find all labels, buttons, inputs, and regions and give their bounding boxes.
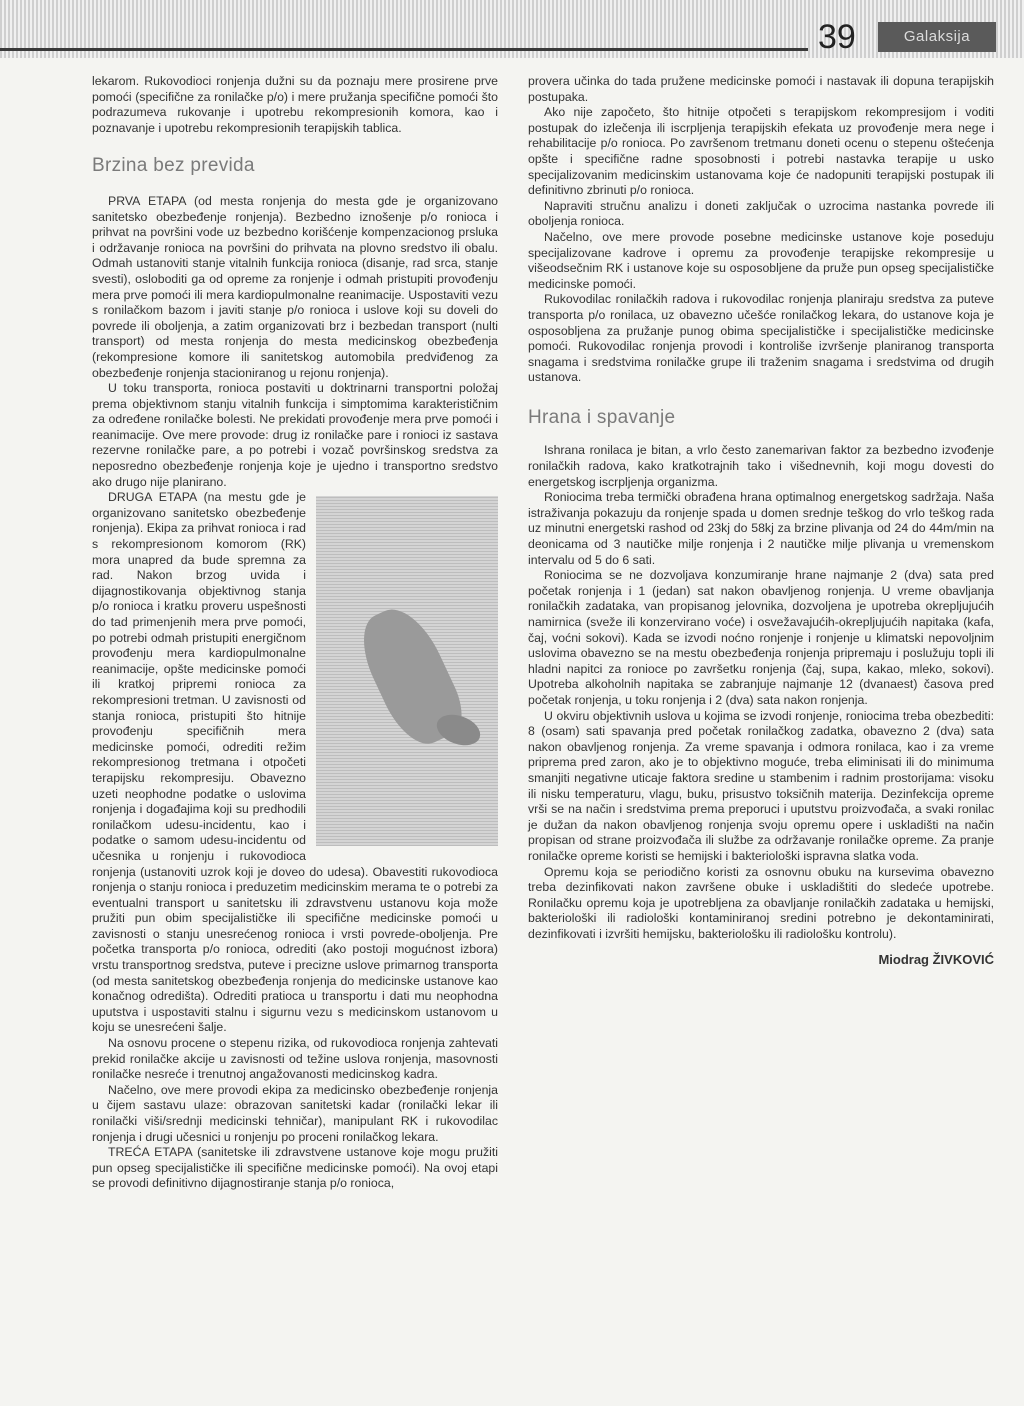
left-intro: lekarom. Rukovodioci ronjenja dužni su da poznaju mere prosirene prve pomoći (specifične za ronilačke p/o) i mere pružanja specifične pomoći što podrazumeva rukovanje i upotrebu rekompresionih komora, kao i poznavanje i upotrebu rekompresionih terapijskih tablica. (92, 74, 498, 135)
paragraph-rukovodilac: Rukovodilac ronilačkih radova i rukovodilac ronjenja planiraju sredstva za puteve transporta p/o ronilaca, uz obavezno učešće ronilačkog lekara, do ustanove koja je osposobljena za pružanje punog obima specijalističke i specijalističke medicinske pomoći. Rukovodilac ronjenja provodi i kontroliše izvršenje planiranog transporta snagama i sredstvima ronilačke grupe ili traženim snagama i sredstvima od drugih ustanova. (528, 292, 994, 385)
paragraph-analiza: Napraviti stručnu analizu i doneti zaključak o uzrocima nastanka povrede ili oboljenja ronioca. (528, 198, 994, 229)
paragraph-rizik: Na osnovu procene o stepenu rizika, od rukovodioca ronjenja zahtevati prekid ronilačke akcije u zavisnosti od težine uslova ronjenja, masovnosti ronilačke nesreće i trenutnoj angažovanosti medicinskog kadra. (92, 1036, 498, 1082)
paragraph-treca-etapa: TREĆA ETAPA (sanitetske ili zdravstvene ustanove koje mogu pružiti pun opseg specijalističke ili specifične medicinske pomoći). Na ovoj etapi se provodi definitivno dijagnostiranje stanja p/o ronioca, (92, 1145, 498, 1191)
paragraph-prva-etapa: PRVA ETAPA (od mesta ronjenja do mesta gde je organizovano sanitetsko obezbeđenje ronjenja). Bezbedno iznošenje p/o ronioca i prihvat na površini vode uz bezbedno korišćenje kompenzacionog prsluka i održavanje ronioca na površini do prihvata na plovno sredstvo ili obalu. Odmah ustanoviti stanje vitalnih funkcija ronioca (disanje, rad srca, stanje svesti), osloboditi ga od opreme za ronjenje i odmah pristupiti provođenju mera prve pomoći ili mera kardiopulmonalne reanimacije. Uspostaviti vezu s ronilačkom bazom i javiti stanje p/o ronioca i uslove koji su doveli do povrede ili oboljenja, a zatim organizovati brz i bezbedan transport (nulti transport) od mesta ronjenja do mesta medicinskog obezbeđenja (rekompresione komore ili sanitetskog automobila predviđenog za obezbeđenje ronjenja stacioniranog u rejonu ronjenja). (92, 193, 498, 380)
paragraph-druga-etapa: DRUGA ETAPA (na mestu gde je organizovano sanitetsko obezbeđenje ronjenja). Ekipa za prihvat ronioca i rad s rekompresionom komorom (RK) mora unapred da bude spremna za rad. Nakon brzog uvida i dijagnostikovanja objektivnog stanja p/o ronioca i kratku proveru uspešnosti do tad primenjenih mera prve pomoći, po potrebi odmah pristupiti energičnom provođenju mera kardiopulmonalne reanimacije, opšte medicinske pomoći ili kratkoj pripremi ronioca za rekompresioni tretman. U zavisnosti od stanja ronioca, pristupiti što hitnije provođenju specifičnih mera medicinske pomoći, odrediti režim rekompresionog tretmana i otpočeti terapijsku rekompresiju. Obavezno uzeti neophodne podatke o uslovima ronjenja i događajima koji su predhodili ronilačkom udesu-incidentu, kao i podatke o samom udesu-incidentu od učesnika u ronjenju i rukovodioca ronjenja (ustanoviti uzrok koji je doveo do udesa). Obavestiti rukovodioca ronjenja o stanju ronioca i preduzetim medicinskim merama te o potrebi za eventualni transport u sanitetsku ili zdravstvenu ustanovu koja može pružiti pun obim specijalističke ili specifične medicinske pomoći u zavisnosti o stanju unesrećenog ronioca i vrsti povrede-oboljenja. Pre početka transporta p/o ronioca, odrediti (ako postoji mogućnost izbora) vrstu transportnog sredstva, puteve i precizne uslove primarnog transporta (od mesta sanitetskog obezbeđenja ronjenja do medicinske ustanove kao konačnog odredišta). Odrediti pratioca u transportu i dati mu neophodna uputstva i uspostaviti stalnu i sigurnu vezu s medicinskom ustanovom u koju se unesrećeni šalje. (92, 490, 498, 1035)
paragraph-spavanje: U okviru objektivnih uslova u kojima se izvodi ronjenje, roniocima treba obezbediti: 8 (osam) sati spavanja pred početak ronilačkog zadatka, obavezno 2 (dva) sata nakon obavljenog ronjenja. Za vreme spavanja i odmora ronilaca, kao i za vreme priprema pred zaron, ako je to objektivno moguće, treba eliminisati ili do minimuma smanjiti negativne uticaje faktora sredine u stambenim i radnim prostorijama: visoku ili nisku temperaturu, vlagu, buku, prisustvo toksičnih materija. Dezinfekcija opreme vrši se na način i sredstvima prema preporuci i uputstvu proizvođača, a svaki ronilac je dužan da nakon obavljenog ronjenja svoju opremu opere i uskladišti na način propisan od strane proizvođača ili službe za održavanje ronilačke opreme. Za pranje ronilačke opreme koristi se hemijski i bakteriološki ispravna slatka voda. (528, 708, 994, 863)
paragraph-oprema: Opremu koja se periodično koristi za osnovnu obuku na kursevima obavezno treba dezinfikovati nakon završene obuke i uskladištiti do sledeće upotrebe. Ronilačku opremu koja je upotrebljena za obavljanje ronilačkih zadataka u hemijski, bakteriološki ili radiološki kontaminiranoj sredini potrebno je dekontaminirati, dezinfikovati i izvršiti hemijsku, bakteriološku ili radiološku kontrolu). (528, 864, 994, 941)
page-number: 39 (818, 18, 856, 56)
section-heading-brzina: Brzina bez previda (92, 155, 255, 177)
paragraph-ekipa: Načelno, ove mere provodi ekipa za medicinsko obezbeđenje ronjenja u čijem sastavu ulaze: obrazovan sanitetski kadar (ronilački lekar ili ronilački viši/srednji medicinski tehničar), manipulant RK i rukovodilac ronjenja i drugi učesnici u ronjenju po proceni ronilačkog lekara. (92, 1082, 498, 1144)
paragraph-ishrana: Ishrana ronilaca je bitan, a vrlo često zanemarivan faktor za bezbedno izvođenje ronilačkih radova, kako kratkotrajnih tako i višednevnih, koji mogu dovesti do energetskog iscrpljenja organizma. (528, 443, 994, 489)
section-badge: Galaksija (878, 22, 996, 52)
section-heading-hrana: Hrana i spavanje (528, 406, 676, 428)
diver-photo (316, 496, 498, 846)
header-rule (0, 48, 808, 51)
paragraph-ustanove: Načelno, ove mere provode posebne medicinske ustanove koje poseduju specijalizovane kadrove i opremu za provođenje terapijske rekompresije u višeodsečnim RK i ustanove koje su osposobljene da pruže pun opseg specijalističke medicinske pomoći. (528, 229, 994, 291)
paragraph-rekompresija: Ako nije započeto, što hitnije otpočeti s terapijskom rekompresijom i voditi postupak do izlečenja ili iscrpljenja terapijskih efekata uz provođenje mera nege i rehabilitacije p/o ronioca. Po završenom tretmanu doneti ocenu o stepenu oštećenja opšte i specifične radne sposobnosti i potrebi nastavka terapije u usko specijalizovanim medicinskim ustanovama koje će nadopuniti terapijski postupak ili definitivno zbrinuti p/o ronioca. (528, 105, 994, 198)
paragraph-provera: provera učinka do tada pružene medicinske pomoći i nastavak ili dopuna terapijskih postupaka. (528, 74, 994, 104)
right-column (528, 74, 994, 968)
author-signature: Miodrag ŽIVKOVIĆ (878, 952, 994, 968)
paragraph-konzumiranje: Roniocima se ne dozvoljava konzumiranje hrane najmanje 2 (dva) sata pred početak ronjenja i 1 (jedan) sat nakon obavljenog ronjenja. U vreme obavljanja ronilačkih zadataka, van propisanog jelovnika, dozvoljena je upotreba okrepljujućih namirnica (sveže ili konzervirano voće) i osvežavajućih-okrepljujućih napitaka (kafa, čaj, voćni sokovi). Kada se izvodi noćno ronjenje i ronjenje u klimatski nepovoljnim uslovima obavezno se na mestu obezbeđenja ronjenja pripremaju i poslužuju topli ili hladni napitci za ronioce po završetku ronjenja (čaj, supa, kakao, mleko, sokovi). Upotreba alkoholnih napitaka se zabranjuje najmanje 12 (dvanaest) časova pred početak ronjenja, u toku ronjenja i 2 (dva) sata nakon ronjenja. (528, 568, 994, 707)
left-column (92, 74, 498, 1192)
paragraph-energetski: Roniocima treba termički obrađena hrana optimalnog energetskog sadržaja. Naša istraživanja pokazuju da ronjenje spada u domen srednje teškog do vrlo teškog rada uz minutni energetski rashod od 23kj do 58kj za brzine plivanja od 24 do 44m/min na deonicama od 3 nautičke milje ronjenja i 2 nautičke milje plivanja u vremenskom intervalu od 5 do 6 sati. (528, 490, 994, 567)
paragraph-transport: U toku transporta, ronioca postaviti u doktrinarni transportni položaj prema objektivnom stanju vitalnih funkcija i simptomima karakterističnim za određene ronilačke bolesti. Ne prekidati provođenje mera prve pomoći i reanimacije. Ove mere provode: drug iz ronilačke pare i ronioci iz sastava rezervne ronilačke pare, a po potrebi i vozač površinskog sredstva za neposredno obezbeđenje ronjenja koje je ujedno i transportno sredstvo ako drugo nije planirano. (92, 381, 498, 489)
